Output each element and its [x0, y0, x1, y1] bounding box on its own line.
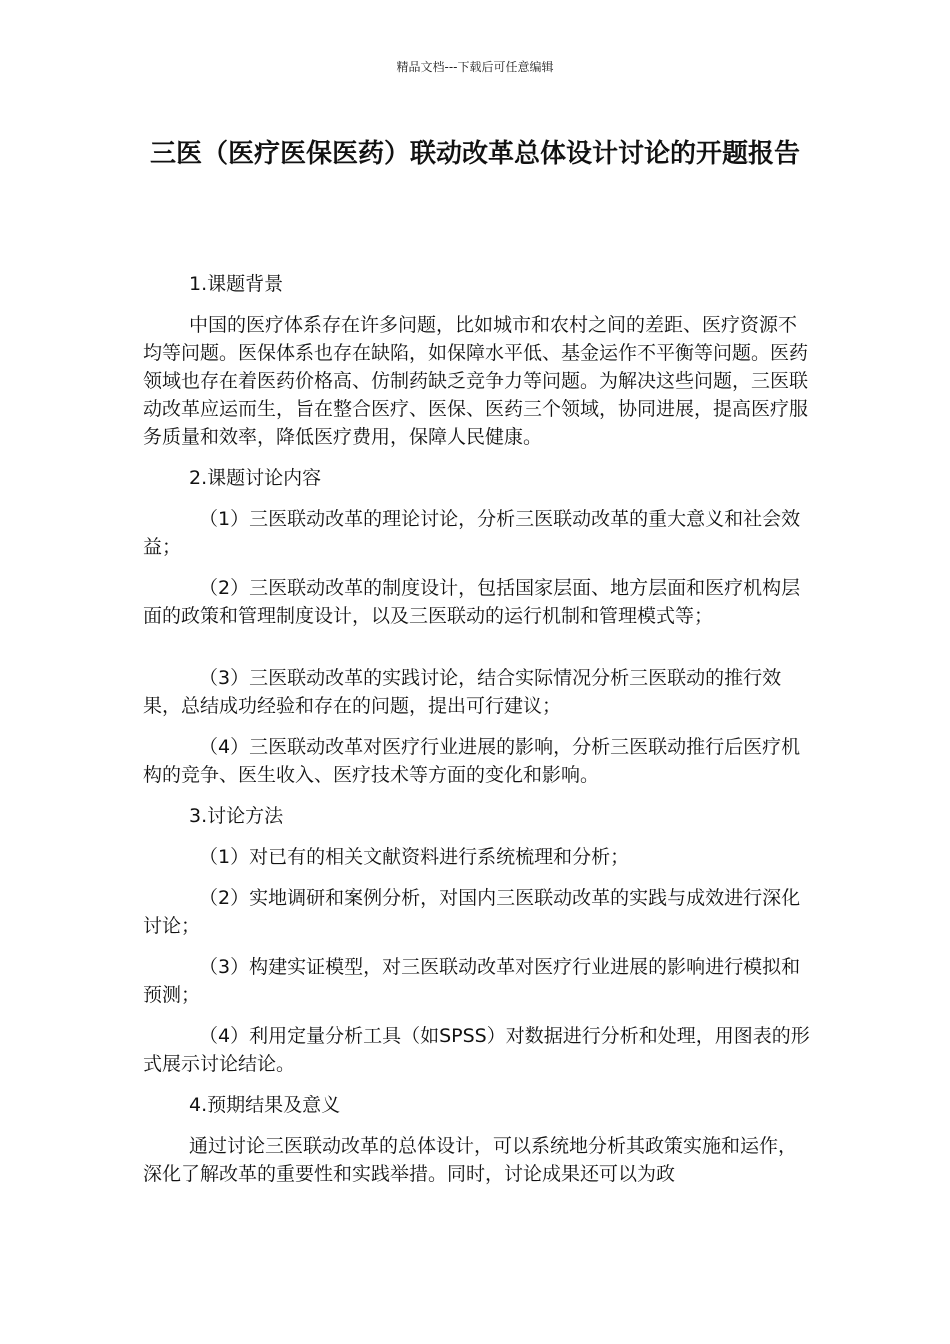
section-heading-methods: 3.讨论方法: [189, 805, 284, 827]
section-heading-expected-results: 4.预期结果及意义: [189, 1094, 341, 1116]
method-item: （1）对已有的相关文献资料进行系统梳理和分析；: [199, 846, 630, 868]
research-content-item: （4）三医联动改革对医疗行业进展的影响，分析三医联动推行后医疗机构的竞争、医生收入、医疗技术等方面的变化和影响。: [143, 736, 801, 786]
expected-results-paragraph: 通过讨论三医联动改革的总体设计，可以系统地分析其政策实施和运作，深化了解改革的重要性和实践举措。同时，讨论成果还可以为政: [143, 1135, 798, 1185]
method-item: （4）利用定量分析工具（如SPSS）对数据进行分析和处理，用图表的形式展示讨论结论。: [143, 1025, 810, 1075]
document-body: [143, 270, 811, 1201]
section-heading-research-content: 2.课题讨论内容: [189, 467, 322, 489]
research-content-item: （3）三医联动改革的实践讨论，结合实际情况分析三医联动的推行效果，总结成功经验和存在的问题，提出可行建议；: [143, 667, 782, 717]
page-header-note: 精品文档---下载后可任意编辑: [396, 60, 554, 74]
background-paragraph: 中国的医疗体系存在许多问题，比如城市和农村之间的差距、医疗资源不均等问题。医保体系也存在缺陷，如保障水平低、基金运作不平衡等问题。医药领域也存在着医药价格高、仿制药缺乏竞争力等问题。为解决这些问题，三医联动改革应运而生，旨在整合医疗、医保、医药三个领域，协同进展，提高医疗服务质量和效率，降低医疗费用，保障人民健康。: [143, 314, 809, 448]
section-heading-background: 1.课题背景: [189, 273, 284, 295]
research-content-item: （2）三医联动改革的制度设计，包括国家层面、地方层面和医疗机构层面的政策和管理制度设计，以及三医联动的运行机制和管理模式等；: [143, 577, 801, 627]
research-content-item: （1）三医联动改革的理论讨论，分析三医联动改革的重大意义和社会效益；: [143, 508, 801, 558]
method-item: （2）实地调研和案例分析，对国内三医联动改革的实践与成效进行深化讨论；: [143, 887, 801, 937]
method-item: （3）构建实证模型，对三医联动改革对医疗行业进展的影响进行模拟和预测；: [143, 956, 801, 1006]
document-title: 三医（医疗医保医药）联动改革总体设计讨论的开题报告: [149, 139, 800, 169]
